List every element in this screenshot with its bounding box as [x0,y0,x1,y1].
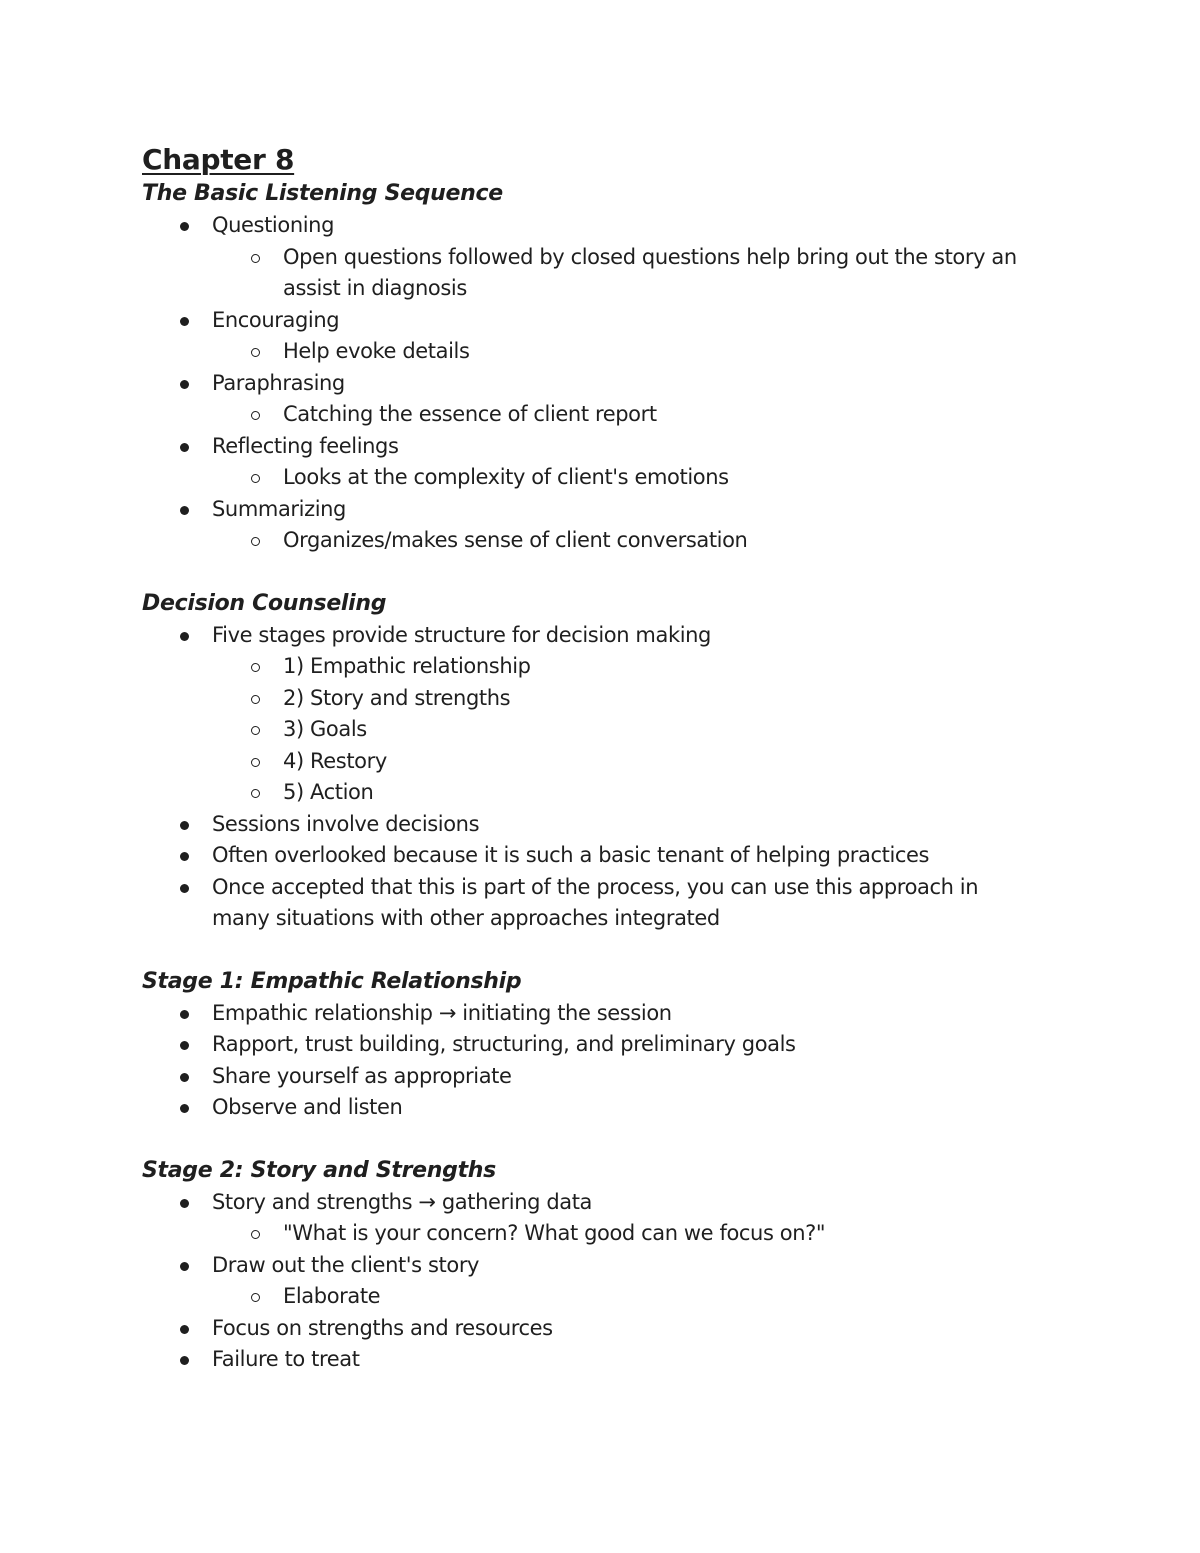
list-item-text: Draw out the client's story [212,1252,480,1277]
list-item [142,1029,1062,1061]
bullet-dot-icon [180,317,189,326]
bullet-dot-icon [180,1041,189,1050]
bullet-circle-icon [251,348,260,357]
sub-list-item [142,462,1062,494]
section [142,588,1062,935]
section [142,1155,1062,1376]
bullet-circle-icon [251,474,260,483]
list-item-text: Encouraging [212,307,340,332]
list-item-text: Reflecting feelings [212,433,399,458]
list-item-text: Often overlooked because it is such a basic tenant of helping practices [212,843,930,867]
bullet-dot-icon [180,821,189,830]
sub-list-item-text: 5) Action [283,780,374,804]
bullet-dot-icon [180,1073,189,1082]
sub-list-item-text: "What is your concern? What good can we focus on?" [283,1221,826,1245]
bullet-dot-icon [180,443,189,452]
list-item [142,494,1062,526]
sub-list-item-text: Looks at the complexity of client's emotions [283,465,729,489]
list-item-text: Questioning [212,213,334,237]
bullet-circle-icon [251,411,260,420]
list-item-text: Paraphrasing [212,370,345,395]
bullet-list [142,998,1062,1124]
bullet-list [142,620,1062,935]
list-item [142,305,1062,337]
list-item [142,1313,1062,1345]
bullet-dot-icon [180,222,189,231]
sub-list-item [142,714,1062,746]
sub-list-item-text: 1) Empathic relationship [283,654,531,678]
section-heading: Decision Counseling [142,590,387,616]
document-page [142,142,1062,1376]
bullet-dot-icon [180,852,189,861]
bullet-dot-icon [180,1356,189,1365]
sub-list-item [142,651,1062,683]
section [142,966,1062,1124]
list-item [142,431,1062,463]
bullet-list [142,1187,1062,1376]
list-item [142,210,1062,242]
bullet-circle-icon [251,1293,260,1302]
sub-list-item [142,336,1062,368]
bullet-dot-icon [180,884,189,893]
list-item [142,1187,1062,1219]
list-item [142,840,1062,872]
list-item [142,1061,1062,1093]
bullet-list [142,210,1062,557]
sub-list-item-text: Open questions followed by closed questions help bring out the story an assist in diagnosis [283,244,1017,300]
list-item-text: Summarizing [212,496,346,521]
sub-list-item [142,777,1062,809]
list-item-text: Once accepted that this is part of the process, you can use this approach in many situations with other approaches integrated [212,874,979,930]
chapter-title: Chapter 8 [142,143,295,176]
list-item [142,872,1062,935]
section-heading: Stage 1: Empathic Relationship [142,968,522,994]
sub-list-item [142,1218,1062,1250]
sub-list-item-text: Elaborate [283,1284,381,1308]
sub-list-item-text: Help evoke details [283,339,470,363]
bullet-dot-icon [180,1104,189,1113]
sections-container [142,178,1062,1376]
list-item-text: Story and strengths → gathering data [212,1189,593,1214]
list-item-text: Sessions involve decisions [212,811,480,836]
bullet-dot-icon [180,632,189,641]
sub-list-item-text: 3) Goals [283,717,367,741]
sub-list-item [142,242,1062,305]
list-item-text: Five stages provide structure for decision making [212,622,711,647]
bullet-circle-icon [251,726,260,735]
list-item [142,998,1062,1030]
bullet-dot-icon [180,1262,189,1271]
bullet-dot-icon [180,380,189,389]
bullet-circle-icon [251,663,260,672]
list-item [142,1092,1062,1124]
list-item-text: Empathic relationship → initiating the session [212,1000,672,1025]
bullet-circle-icon [251,254,260,263]
sub-list-item-text: Organizes/makes sense of client conversation [283,528,748,552]
bullet-dot-icon [180,1325,189,1334]
sub-list-item [142,1281,1062,1313]
list-item-text: Failure to treat [212,1347,360,1371]
bullet-dot-icon [180,1199,189,1208]
list-item [142,1344,1062,1376]
sub-list-item [142,525,1062,557]
list-item [142,809,1062,841]
bullet-circle-icon [251,758,260,767]
bullet-circle-icon [251,1230,260,1239]
list-item-text: Share yourself as appropriate [212,1063,512,1088]
list-item-text: Focus on strengths and resources [212,1315,553,1340]
sub-list-item [142,399,1062,431]
section-heading: Stage 2: Story and Strengths [142,1157,496,1183]
sub-list-item [142,683,1062,715]
bullet-dot-icon [180,1010,189,1019]
section [142,178,1062,557]
list-item-text: Rapport, trust building, structuring, and preliminary goals [212,1032,796,1056]
list-item-text: Observe and listen [212,1095,403,1119]
bullet-circle-icon [251,695,260,704]
list-item [142,368,1062,400]
sub-list-item-text: 4) Restory [283,748,387,773]
bullet-circle-icon [251,789,260,798]
sub-list-item [142,746,1062,778]
bullet-circle-icon [251,537,260,546]
list-item [142,1250,1062,1282]
sub-list-item-text: Catching the essence of client report [283,402,657,426]
section-heading: The Basic Listening Sequence [142,181,503,206]
list-item [142,620,1062,652]
sub-list-item-text: 2) Story and strengths [283,685,511,710]
bullet-dot-icon [180,506,189,515]
